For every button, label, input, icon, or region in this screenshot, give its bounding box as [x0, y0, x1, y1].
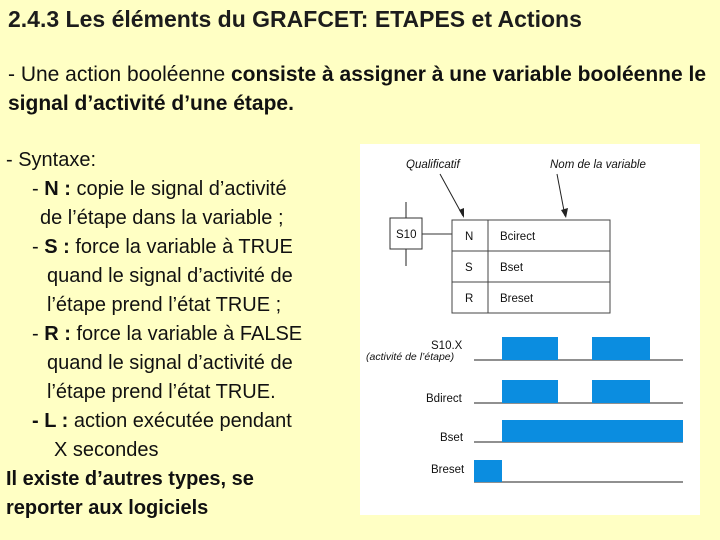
syntax-cont-l-1: X secondes: [54, 439, 159, 461]
action-qualifier: R: [465, 293, 474, 305]
slide-title: 2.4.3 Les éléments du GRAFCET: ETAPES et Actions: [8, 6, 582, 32]
syntax-list: [6, 146, 366, 523]
qualifier-pointer: [440, 174, 463, 216]
syntax-cont-n-1: de l’étape dans la variable ;: [40, 207, 284, 229]
intro-bold: consiste à assigner à une variable booléenne le signal d’activité d’une étape.: [8, 63, 707, 115]
syntax-item-l: - L : action exécutée pendant: [32, 410, 292, 432]
syntax-cont-r-2: l’étape prend l’état TRUE.: [47, 381, 276, 403]
variable-arrowhead: [561, 208, 568, 218]
intro-prefix: - Une action booléenne: [8, 63, 231, 86]
pulse-step-1: [502, 337, 558, 360]
grafcet-diagram: [360, 144, 700, 515]
syntax-text-s: force la variable à TRUE: [69, 236, 293, 258]
syntax-item-s: - S : force la variable à TRUE: [32, 236, 293, 258]
timing-label: Breset: [431, 464, 465, 476]
action-variable: Breset: [500, 293, 534, 305]
syntax-text-n: copie le signal d’activité: [70, 178, 287, 200]
syntax-text-r: force la variable à FALSE: [70, 323, 303, 345]
pulse-bset: [502, 420, 683, 442]
pulse-step-2: [592, 337, 650, 360]
qualifier-label: Qualificatif: [406, 159, 460, 171]
grafcet-figure: [360, 144, 700, 515]
step-label: S10: [396, 229, 417, 241]
syntax-code-r: R :: [44, 323, 71, 345]
pulse-bdirect-2: [592, 380, 650, 403]
syntax-code-n: N :: [44, 178, 71, 200]
syntax-text-l: action exécutée pendant: [68, 410, 292, 432]
action-qualifier: N: [465, 231, 474, 243]
action-variable: Bset: [500, 262, 524, 274]
pulse-breset: [474, 460, 502, 482]
syntax-item-r: - R : force la variable à FALSE: [32, 323, 303, 345]
syntax-footer-1: Il existe d’autres types, se: [6, 468, 254, 490]
variable-name-label: Nom de la variable: [550, 159, 646, 171]
syntax-footer-2: reporter aux logiciels: [6, 497, 209, 519]
timing-label: Bset: [440, 432, 464, 444]
timing-activity-note: (activité de l’étape): [366, 351, 455, 363]
syntax-item-n: - N : copie le signal d’activité: [32, 178, 287, 200]
action-qualifier: S: [465, 262, 473, 274]
syntax-cont-s-2: l’étape prend l’état TRUE ;: [47, 294, 282, 316]
syntax-code-l: L :: [44, 410, 69, 432]
timing-label-step: S10.X: [431, 340, 463, 352]
timing-label: Bdirect: [426, 393, 462, 405]
pulse-bdirect-1: [502, 380, 558, 403]
syntax-cont-s-1: quand le signal d’activité de: [47, 265, 293, 287]
action-variable: Bcirect: [500, 231, 536, 243]
syntax-heading: - Syntaxe:: [6, 149, 97, 171]
syntax-cont-r-1: quand le signal d’activité de: [47, 352, 293, 374]
intro-paragraph: [8, 60, 708, 118]
syntax-code-s: S :: [44, 236, 70, 258]
